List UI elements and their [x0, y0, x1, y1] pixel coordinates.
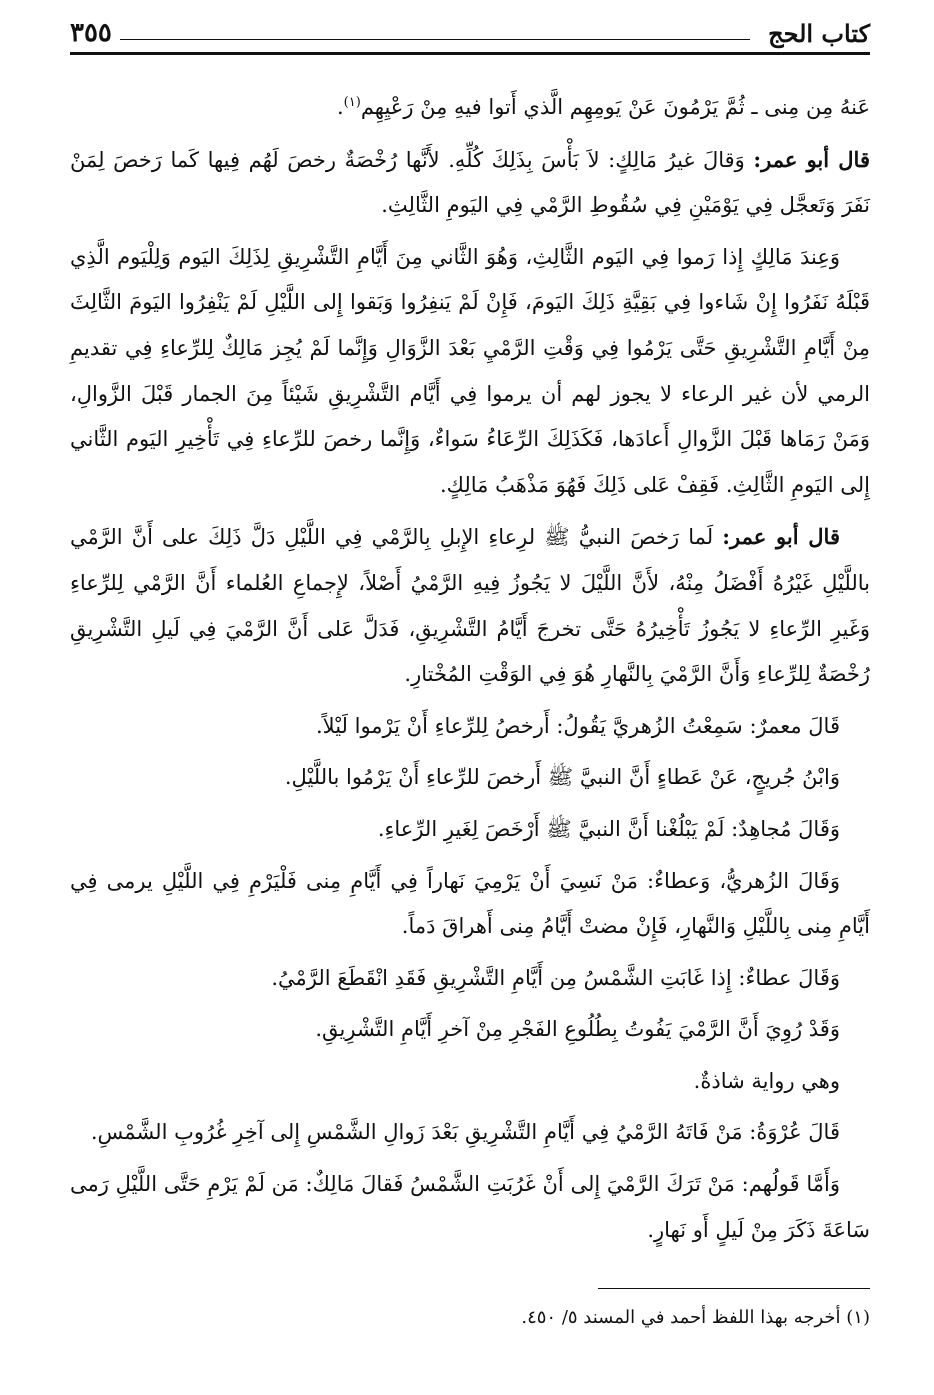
paragraph — [70, 1162, 870, 1253]
paragraph-text: قَالَ عُرْوَةُ: مَنْ فَاتَهُ الرَّمْيُ فِي أَيَّامِ التَّشْرِيقِ بَعْدَ زَوالِ الشَّمْسِ إِلى آخِرِ غُرُوبِ الشَّمْسِ. — [90, 1120, 840, 1145]
page-number: ٣٥٥ — [70, 18, 112, 48]
paragraph-text: وهي رواية شاذةٌ. — [693, 1068, 840, 1093]
header-line — [120, 39, 750, 40]
speaker-label: قال أبو عمر: — [753, 146, 870, 172]
paragraph-text: وَابْنُ جُريجٍ، عَنْ عَطاءٍ أَنَّ النبيَّ ﷺ أَرخصَ للرِّعاءِ أَنْ يَرْمُوا باللَّيْلِ. — [284, 765, 840, 790]
paragraph — [70, 85, 870, 131]
paragraph-text: وَقَالَ الزُهريُّ، وَعطاءٌ: مَنْ نَسِيَ أَنْ يَرْمِيَ نَهاراً فِي أَيَّامِ مِنى فَلْيَرْمِ فِي اللَّيْلِ يرمى فِي أَيَّامِ مِنى بِاللَّيْلِ وَالنَّهارِ، فَإِنْ مضتْ أَيَّامُ مِنى أَهراقَ دَماً. — [70, 868, 870, 939]
paragraph — [70, 859, 870, 950]
paragraph — [70, 704, 870, 750]
paragraph-text: لَما رَخصَ النبيُّ ﷺ لرِعاءِ الإِبلِ بِالرَّمْي فِي اللَّيْلِ دَلَّ ذَلِكَ على أَنَّ الرَّمْي باللَّيْلِ غَيْرُهُ أَفْضَلُ مِنْهُ، لأَنَّ اللَّيْلَ لا يَجُوزُ فِيهِ الرَّمْيُ أَصْلاً، لإِجماعِ العُلماء أَنَّ الرَّمْي لِلرِّعاءِ وَغَيرِ الرِّعاءِ لا يَجُوزُ تَأْخِيرُهُ حَتَّى تخرجَ أَيَّامُ التَّشْرِيقِ، فَدَلَّ عَلى أَنَّ الرَّمْيَ فِي لَيلِ التَّشْرِيقِ رُخْصَةٌ لِلرِّعاءِ وَأَنَّ الرَّمْيَ بِالنَّهارِ هُوَ فِي الوَقْتِ المُخْتارِ. — [70, 525, 870, 687]
paragraph — [70, 755, 870, 801]
paragraph-text: وَعِندَ مَالِكٍ إِذا رَموا فِي اليَوم الثَّالِثِ، وَهُوَ الثَّاني مِنَ أَيَّامِ التَّشْرِيقِ لِذَلِكَ اليَوم وَلِلْيَوم الَّذِي قَبْلَهُ نَفَرُوا إِنْ شَاءوا فِي بَقِيَّةِ ذَلِكَ اليَومَ، فَإِنْ لَمْ يَنفِرُوا وَبَقوا إِلى اللَّيْلِ لَمْ يَنْفِرُوا اليَومَ الثَّالِثَ مِنْ أَيَّامِ التَّشْرِيقِ حَتَّى يَرْمُوا فِي وَقْتِ الرَّمْيِ بَعْدَ الزَّوَالِ وَإِنَّما لَمْ يُجِز مَالِكٌ لِلرِّعاءِ فِي تقديمِ الرمي لأن غير الرعاء لا يجوز لهم أن يرموا فِي أَيَّام التَّشْرِيقِ شَيْئاً مِنَ الجمار قَبْلَ الزَّوالِ، وَمَنْ رَمَاها قَبْلَ الزَّوالِ أَعادَها، فَكَذَلِكَ الرِّعَاءُ سَواءٌ، وَإِنَّما رخصَ للرِّعاءِ فِي تَأْخِيرِ اليَوم الثَّاني إِلى اليَومِ الثَّالِثِ. فَقِفْ عَلى ذَلِكَ فَهُوَ مَذْهَبُ مَالِكٍ. — [70, 244, 870, 497]
paragraph-text: وَقَالَ عطاءٌ: إِذا غَابَتِ الشَّمْسُ مِن أَيَّامِ التَّشْرِيقِ فَقَدِ انْقَطَعَ الرَّمْيُ. — [271, 965, 840, 990]
paragraph — [70, 235, 870, 509]
paragraph — [70, 514, 870, 697]
footnote: (١) أخرجه بهذا اللفظ أحمد في المسند ٥/ ٤٥٠. — [521, 1307, 870, 1328]
paragraph-text: وَقالَ غيرُ مَالِكٍ: لاَ بَأْسَ بِذَلِكَ كُلِّهِ. لأَنَّها رُخْصَةٌ رخصَ لَهُم فِيها كَما رَخصَ لِمَنْ نَفَرَ وَتَعجَّل فِي يَوْمَيْنِ فِي سُقُوطِ الرَّمْي فِي اليَومِ الثَّالِثِ. — [70, 147, 870, 218]
paragraph-text: عَنهُ مِن مِنى ـ ثُمَّ يَرْمُونَ عَنْ يَومِهِم الَّذي أَتوا فيهِ مِنْ رَعْيِهِم — [360, 95, 870, 119]
footnote-rule — [598, 1288, 870, 1289]
paragraph — [70, 137, 870, 229]
paragraph-tail: . — [336, 95, 344, 119]
page — [70, 14, 870, 1259]
book-title: كتاب الحج — [768, 19, 870, 48]
footnote-marker: (١) — [343, 95, 361, 110]
paragraph — [70, 1007, 870, 1053]
main-text — [70, 85, 870, 1253]
paragraph — [70, 1110, 870, 1156]
paragraph — [70, 956, 870, 1002]
paragraph-text: وَقَالَ مُجاهِدٌ: لَمْ يَبْلُغْنا أَنَّ النبيَّ ﷺ أَرْخَصَ لِغَيرِ الرِّعاءِ. — [377, 816, 840, 841]
paragraph-text: وَأَمَّا قَولُهم: مَنْ تَرَكَ الرَّمْيَ إِلى أَنْ غَرُبَتِ الشَّمْسُ فَقالَ مَالِكٌ: مَن لَمْ يَرْمِ حَتَّى اللَّيْلِ رَمى سَاعَةَ ذَكَرَ مِنْ لَيلٍ أَو نَهارٍ. — [70, 1172, 870, 1242]
speaker-label: قال أبو عمر: — [722, 524, 840, 550]
paragraph-text: وَقَدْ رُوِيَ أَنَّ الرَّمْيَ يَفُوتُ بِطُلُوعِ الفَجْرِ مِنْ آخرِ أَيَّامِ التَّشْرِيقِ. — [315, 1017, 840, 1042]
running-header — [70, 14, 870, 48]
paragraph-text: قَالَ معمرٌ: سَمِعْتُ الزُهريَّ يَقُولُ: أَرخصُ لِلرِّعاءِ أَنْ يَرْموا لَيْلاً. — [316, 713, 840, 738]
paragraph — [70, 807, 870, 853]
header-rule — [70, 52, 870, 55]
paragraph — [70, 1059, 870, 1105]
